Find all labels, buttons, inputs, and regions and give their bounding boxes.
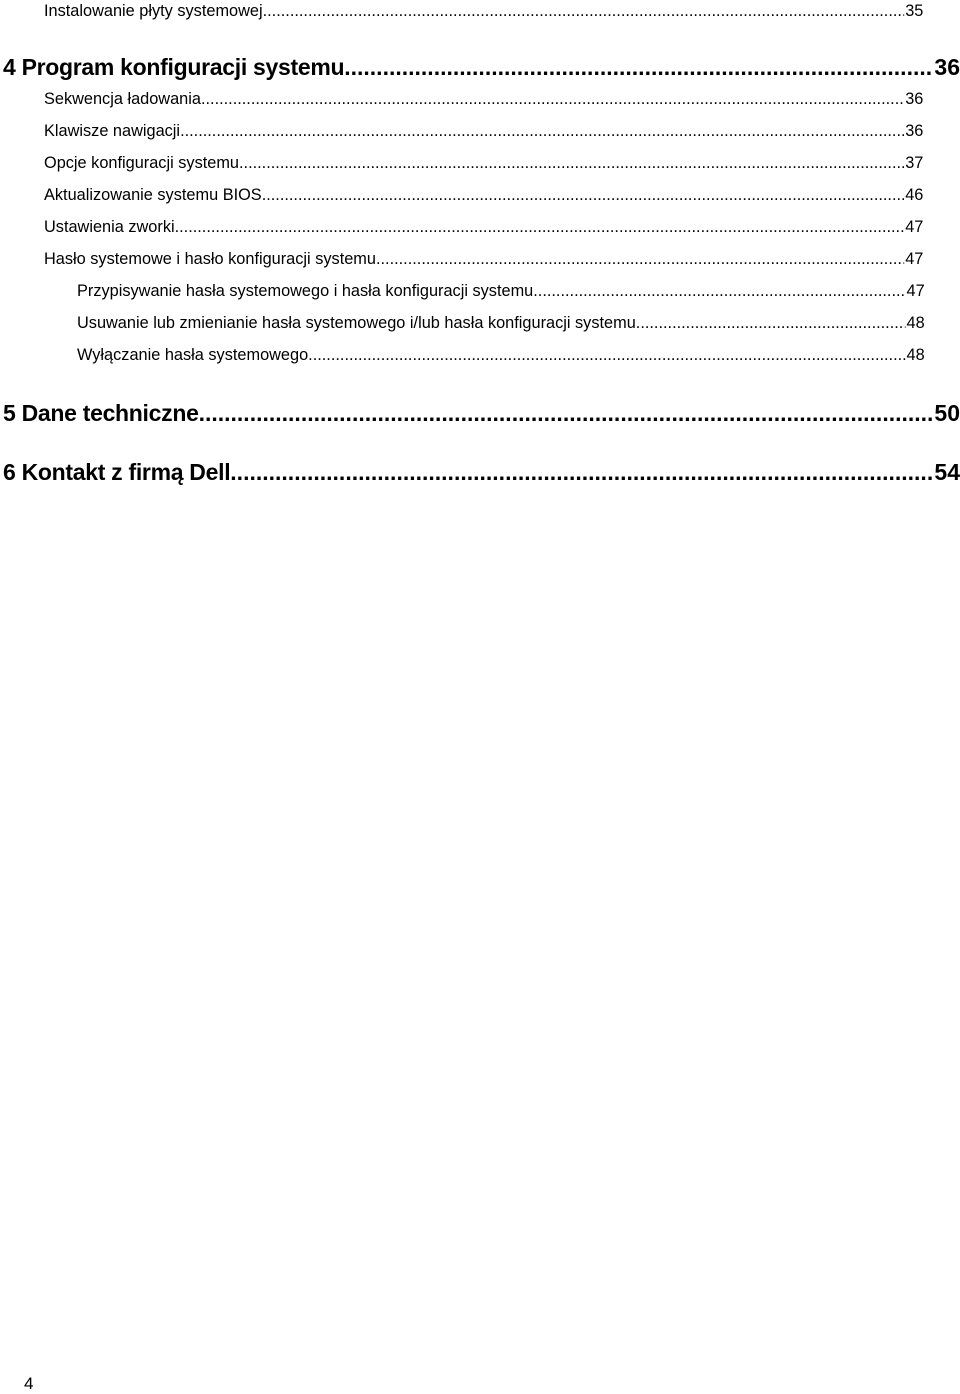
toc-entry-title: 5 Dane techniczne: [3, 400, 199, 426]
toc-entry-page: 47: [906, 281, 925, 300]
toc-leader-dots: [239, 153, 904, 173]
toc-leader-dots: [263, 1, 905, 21]
toc-entry[interactable]: [77, 313, 925, 337]
toc-leader-dots: [175, 217, 905, 237]
toc-entry-page: 36: [934, 54, 960, 80]
toc-entry-page: 47: [905, 249, 924, 268]
toc-entry[interactable]: [44, 89, 923, 113]
toc-leader-dots: [199, 400, 934, 427]
toc-entry-title: 6 Kontakt z firmą Dell: [3, 459, 231, 485]
toc-entry-title: Wyłączanie hasła systemowego: [77, 345, 309, 364]
toc-entry-title: Aktualizowanie systemu BIOS: [44, 185, 262, 204]
toc-entry-title: Usuwanie lub zmienianie hasła systemowego i/lub hasła konfiguracji systemu: [77, 313, 636, 332]
toc-chapter-entry[interactable]: [3, 459, 960, 489]
toc-entry[interactable]: [44, 185, 923, 209]
toc-entry-page: 46: [905, 185, 924, 204]
toc-entry-title: Ustawienia zworki: [44, 217, 175, 236]
toc-entry[interactable]: [44, 249, 923, 273]
toc-leader-dots: [636, 313, 906, 333]
toc-chapter-entry[interactable]: [3, 400, 960, 430]
toc-entry-title: 4 Program konfiguracji systemu: [3, 54, 345, 80]
toc-entry-page: 50: [934, 400, 960, 426]
toc-leader-dots: [180, 121, 904, 141]
toc-entry-page: 54: [934, 459, 960, 485]
toc-entry[interactable]: [44, 153, 923, 177]
toc-entry[interactable]: [44, 1, 923, 25]
toc-entry-page: 48: [906, 313, 925, 332]
toc-entry-title: Klawisze nawigacji: [44, 121, 181, 140]
toc-entry-page: 48: [906, 345, 925, 364]
toc-leader-dots: [308, 345, 905, 365]
toc-leader-dots: [230, 459, 933, 486]
toc-entry[interactable]: [77, 345, 925, 369]
toc-leader-dots: [201, 89, 904, 109]
toc-entry-page: 36: [905, 89, 924, 108]
toc-entry-title: Instalowanie płyty systemowej: [44, 1, 263, 20]
toc-leader-dots: [344, 54, 933, 81]
toc-entry-title: Opcje konfiguracji systemu: [44, 153, 240, 172]
toc-entry-page: 36: [905, 121, 924, 140]
toc-leader-dots: [533, 281, 905, 301]
toc-leader-dots: [376, 249, 904, 269]
toc-entry[interactable]: [77, 281, 925, 305]
toc-leader-dots: [262, 185, 905, 205]
toc-entry[interactable]: [44, 121, 923, 145]
toc-entry-title: Sekwencja ładowania: [44, 89, 201, 108]
toc-chapter-entry[interactable]: [3, 54, 960, 84]
toc-entry-page: 47: [905, 217, 924, 236]
toc-entry[interactable]: [44, 217, 923, 241]
toc-entry-page: 35: [905, 1, 924, 20]
page-number: 4: [24, 1374, 34, 1393]
toc-entry-title: Hasło systemowe i hasło konfiguracji systemu: [44, 249, 376, 268]
toc-entry-title: Przypisywanie hasła systemowego i hasła konfiguracji systemu: [77, 281, 534, 300]
toc-entry-page: 37: [905, 153, 924, 172]
